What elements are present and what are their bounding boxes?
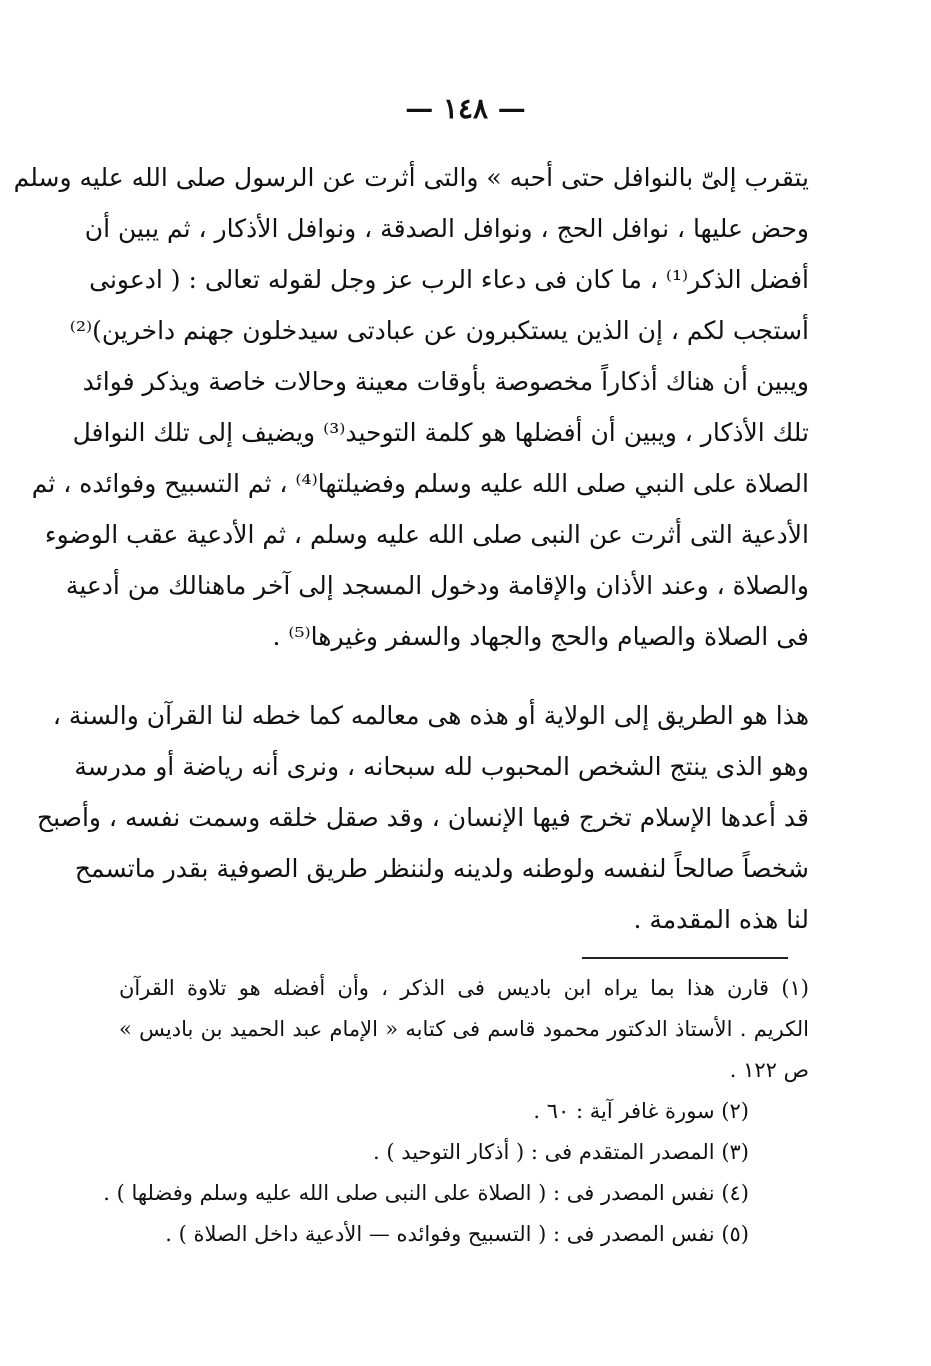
footnote-line: (٢) سورة غافر آية : ٦٠ . [533, 1099, 749, 1123]
text-line: الأدعية التى أثرت عن النبى صلى الله عليه وسلم ، ثم الأدعية عقب الوضوء [44, 520, 809, 549]
footnote-line: (١) قارن هذا بما يراه ابن باديس فى الذكر ، وأن أفضله هو تلاوة القرآن [119, 976, 809, 1000]
main-text [13, 152, 809, 945]
paragraph-2 [37, 690, 809, 945]
text-line: تلك الأذكار ، ويبين أن أفضلها هو كلمة التوحيد⁽³⁾ ويضيف إلى تلك النوافل [72, 418, 809, 447]
footnote-separator [582, 957, 788, 959]
text-line: والصلاة ، وعند الأذان والإقامة ودخول المسجد إلى آخر ماهنالك من أدعية [65, 571, 809, 600]
footnote-4 [103, 1173, 809, 1214]
text-line: ويبين أن هناك أذكاراً مخصوصة بأوقات معينة وحالات خاصة ويذكر فوائد [82, 367, 809, 396]
footnote-line: (٣) المصدر المتقدم فى : ( أذكار التوحيد ) . [372, 1140, 749, 1164]
text-line: يتقرب إلىّ بالنوافل حتى أحبه » والتى أثرت عن الرسول صلى الله عليه وسلم [13, 163, 809, 192]
paragraph-gap [119, 662, 809, 690]
footnote-3 [119, 1132, 809, 1173]
footnote-line: الكريم . الأستاذ الدكتور محمود قاسم فى كتابه « الإمام عبد الحميد بن باديس » [119, 1017, 809, 1041]
text-line: أستجب لكم ، إن الذين يستكبرون عن عبادتى سيدخلون جهنم داخرين)⁽²⁾ [69, 316, 809, 345]
text-line: أفضل الذكر⁽¹⁾ ، ما كان فى دعاء الرب عز وجل لقوله تعالى : ( ادعونى [89, 265, 809, 294]
paragraph-1 [13, 152, 809, 662]
text-line: شخصاً صالحاً لنفسه ولوطنه ولدينه ولننظر طريق الصوفية بقدر ماتسمح [74, 854, 809, 883]
footnote-2 [119, 1091, 809, 1132]
text-line: قد أعدها الإسلام تخرج فيها الإنسان ، وقد صقل خلقه وسمت نفسه ، وأصبح [37, 803, 809, 832]
footnote-line: (٤) نفس المصدر فى : ( الصلاة على النبى صلى الله عليه وسلم وفضلها ) . [103, 1181, 749, 1205]
footnote-5 [119, 1214, 809, 1255]
footnote-1 [119, 968, 809, 1091]
text-line: وحض عليها ، نوافل الحج ، ونوافل الصدقة ، ونوافل الأذكار ، ثم يبين أن [84, 214, 809, 243]
footnote-line: ص ١٢٢ . [729, 1058, 809, 1082]
text-line: وهو الذى ينتج الشخص المحبوب لله سبحانه ، ونرى أنه رياضة أو مدرسة [74, 752, 809, 781]
footnote-line: (٥) نفس المصدر فى : ( التسبيح وفوائده — الأدعية داخل الصلاة ) . [165, 1222, 749, 1246]
page-number: — ١٤٨ — [405, 92, 526, 125]
footnotes [103, 968, 809, 1255]
text-line: هذا هو الطريق إلى الولاية أو هذه هى معالمه كما خطه لنا القرآن والسنة ، [52, 701, 809, 730]
text-line: الصلاة على النبي صلى الله عليه وسلم وفضيلتها⁽⁴⁾ ، ثم التسبيح وفوائده ، ثم [31, 469, 809, 498]
text-line: فى الصلاة والصيام والحج والجهاد والسفر وغيرها⁽⁵⁾ . [272, 622, 809, 651]
text-line: لنا هذه المقدمة . [633, 905, 809, 934]
